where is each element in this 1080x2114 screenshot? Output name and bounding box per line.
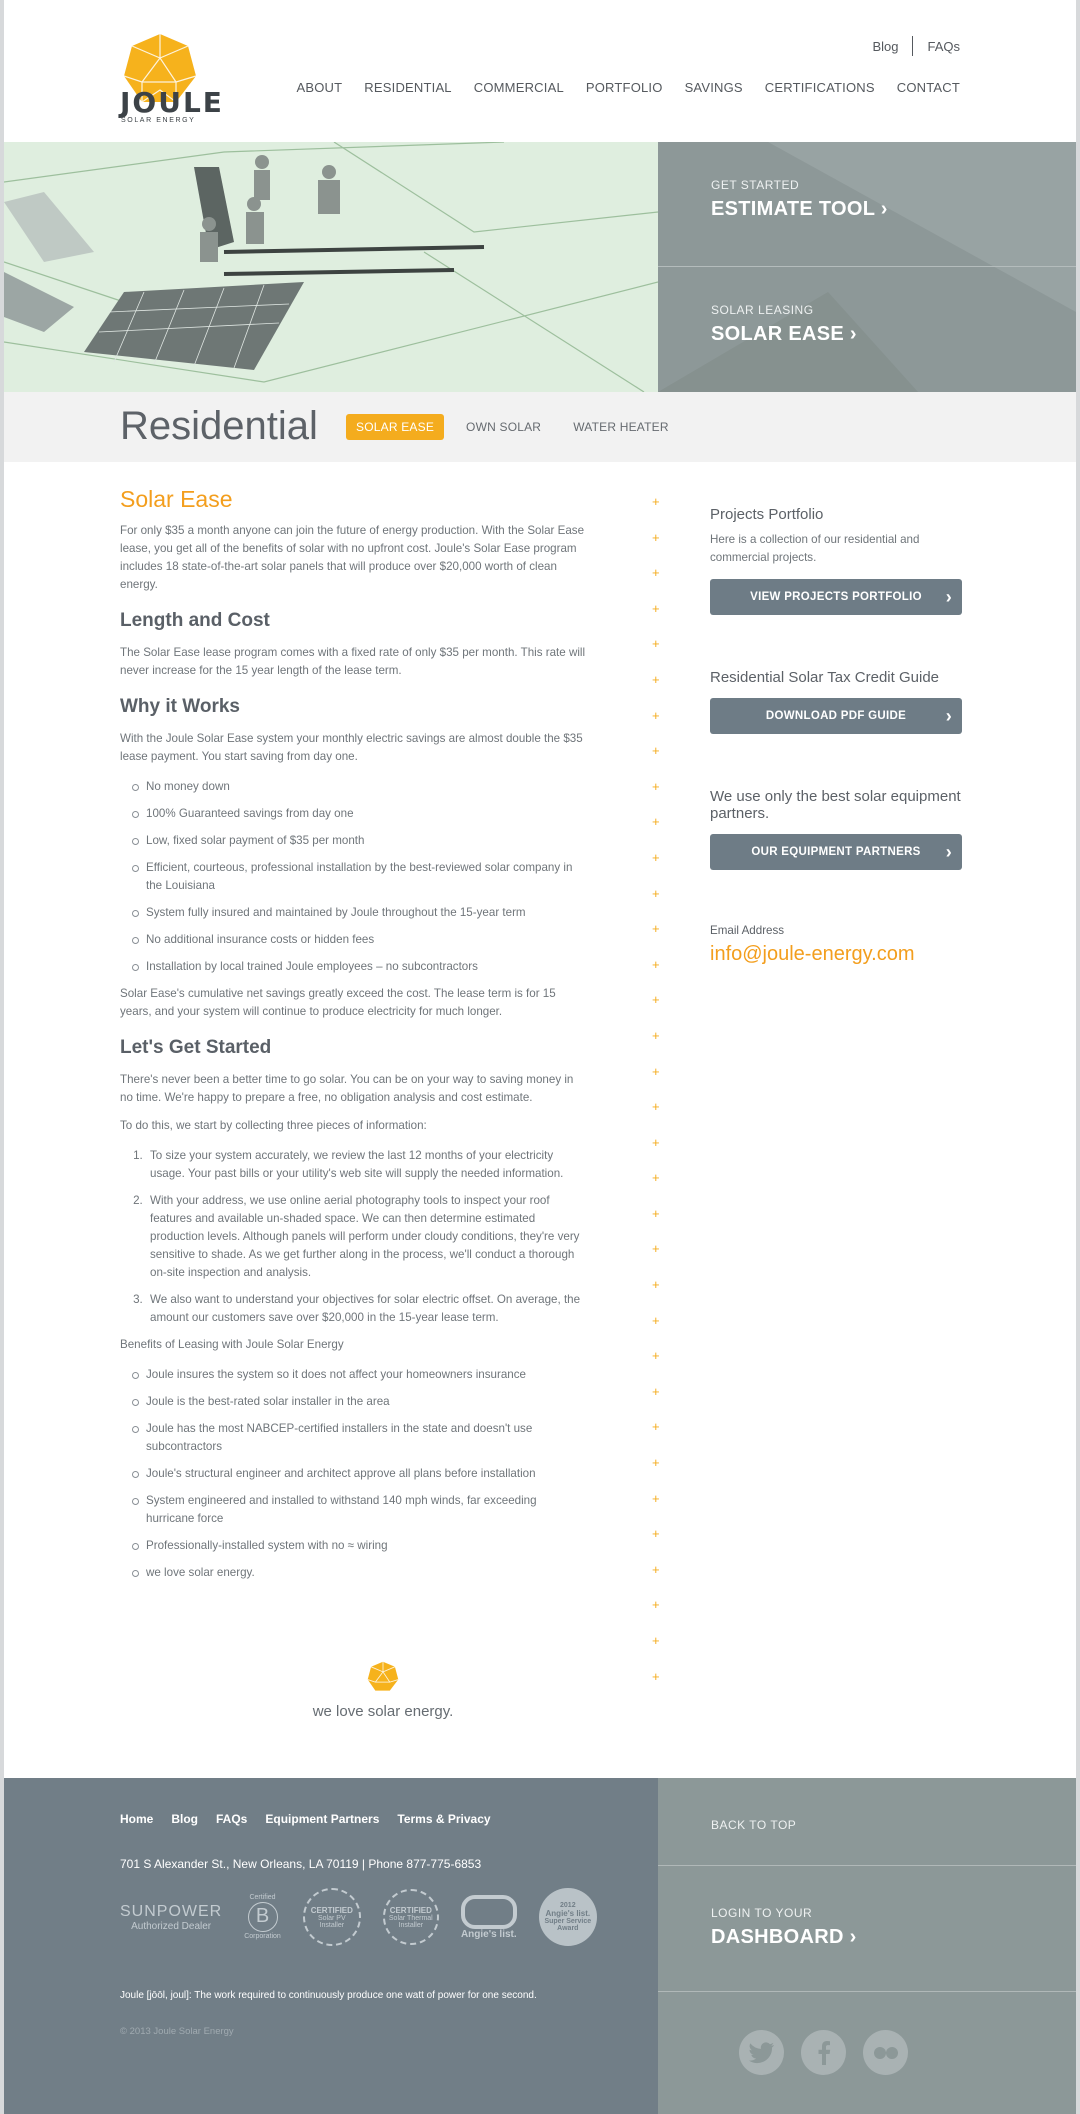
solar-ease-link[interactable]: SOLAR EASE › <box>711 323 857 345</box>
footer-link-faqs[interactable]: FAQs <box>216 1812 248 1826</box>
super-service-award-badge: 2012 Angie's list. Super Service Award <box>539 1888 597 1946</box>
email-label: Email Address <box>710 924 785 937</box>
solar-leasing-kicker: SOLAR LEASING <box>711 303 814 317</box>
list-item: Joule's structural engineer and architect approve all plans before installation <box>120 1465 588 1483</box>
chevron-right-icon: › <box>945 706 952 726</box>
nav-certifications[interactable]: CERTIFICATIONS <box>764 80 875 95</box>
chevron-right-icon: › <box>945 587 952 607</box>
portfolio-text: Here is a collection of our residential and commercial projects. <box>710 533 920 564</box>
partners-title: We use only the best solar equipment partners. <box>710 788 961 822</box>
why-list <box>120 778 588 976</box>
site-footer <box>4 1778 1076 2114</box>
nav-about[interactable]: ABOUT <box>296 80 343 95</box>
heading-length-cost: Length and Cost <box>120 610 270 631</box>
copyright: © 2013 Joule Solar Energy <box>120 2026 234 2037</box>
main-content <box>120 486 588 1591</box>
length-paragraph: The Solar Ease lease program comes with a fixed rate of only $35 per month. This rate will never increase for the 15 year length of the lease term. <box>120 646 586 677</box>
intro-paragraph: For only $35 a month anyone can join the future of energy production. With the Solar Ease lease, you get all of the benefits of solar with no upfront cost. Joule's Solar Ease program includes 18 state-of-the-art solar panels that will produce over $20,000 worth of clean energy. <box>120 524 585 591</box>
list-item: 2. With your address, we use online aerial photography tools to inspect your roof features and available un-shaded space. We can then determine estimated production levels. Although panels will perform under cloudy conditions, they're very sensitive to shade. As we get further along in the process, we'll conduct a thorough on-site inspection and analysis. <box>146 1192 588 1282</box>
heading-lets-get-started: Let's Get Started <box>120 1037 272 1058</box>
section-title-solar-ease: Solar Ease <box>120 486 233 512</box>
social-panel <box>658 1992 1076 2114</box>
heading-why-it-works: Why it Works <box>120 696 240 717</box>
util-link-faqs[interactable]: FAQs <box>927 38 960 54</box>
joule-logo-icon <box>365 1660 401 1694</box>
utility-nav <box>872 36 960 56</box>
content-footer-logo <box>276 1660 490 1720</box>
residential-subnav <box>346 414 679 440</box>
logo-wordmark[interactable]: JOULE <box>120 86 224 119</box>
util-link-blog[interactable]: Blog <box>872 38 899 54</box>
hero-image <box>4 142 658 392</box>
dashboard-login-panel <box>658 1866 1076 1992</box>
benefits-list <box>120 1366 588 1582</box>
list-item: 1. To size your system accurately, we review the last 12 months of your electricity usage. Your past bills or your utility's web site will supply the needed information. <box>146 1147 588 1183</box>
list-item: Joule insures the system so it does not affect your homeowners insurance <box>120 1366 588 1384</box>
list-item: 100% Guaranteed savings from day one <box>120 805 588 823</box>
solar-installers-illustration <box>4 142 658 392</box>
hero <box>4 142 1076 392</box>
nabcep-thermal-badge: CERTIFIED Solar Thermal Installer <box>383 1889 439 1945</box>
sunpower-badge: SUNPOWER Authorized Dealer <box>120 1902 223 1932</box>
list-item: Professionally-installed system with no ≈ wiring <box>120 1537 588 1555</box>
back-to-top-link[interactable]: BACK TO TOP <box>711 1818 797 1832</box>
page-header-band <box>4 392 1076 462</box>
view-portfolio-button[interactable]: VIEW PROJECTS PORTFOLIO › <box>710 579 962 615</box>
guide-title: Residential Solar Tax Credit Guide <box>710 669 940 686</box>
list-item: No additional insurance costs or hidden fees <box>120 931 588 949</box>
joule-definition: Joule [jōōl, joul]: The work required to continuously produce one watt of power for one second. <box>120 1990 537 2001</box>
facebook-icon[interactable] <box>801 2030 846 2075</box>
list-item: Joule has the most NABCEP-certified installers in the state and doesn't use subcontractors <box>120 1420 588 1456</box>
list-item: No money down <box>120 778 588 796</box>
logo-tagline: SOLAR ENERGY <box>121 117 196 124</box>
list-item: Installation by local trained Joule employees – no subcontractors <box>120 958 588 976</box>
download-guide-button[interactable]: DOWNLOAD PDF GUIDE › <box>710 698 962 734</box>
content-footer-tagline: we love solar energy. <box>312 1703 454 1720</box>
start-paragraph: There's never been a better time to go solar. You can be on your way to saving money in no time. We're happy to prepare a free, no obligation analysis and cost estimate. <box>120 1073 574 1104</box>
why-after-paragraph: Solar Ease's cumulative net savings greatly exceed the cost. The lease term is for 15 years, and your system will continue to produce electricity for much longer. <box>120 987 556 1018</box>
decorative-plus-column: + + + + + + + + + + + + + + + + + + + + + + + + + + + + + + + + + + <box>652 494 660 1684</box>
footer-link-terms-privacy[interactable]: Terms & Privacy <box>397 1812 491 1826</box>
tab-solar-ease[interactable]: SOLAR EASE <box>346 414 444 440</box>
login-kicker: LOGIN TO YOUR <box>711 1906 813 1920</box>
benefits-title: Benefits of Leasing with Joule Solar Energy <box>120 1338 344 1351</box>
footer-link-equipment-partners[interactable]: Equipment Partners <box>265 1812 380 1826</box>
list-item: Efficient, courteous, professional installation by the best-reviewed solar company in the Louisiana <box>120 859 588 895</box>
chevron-right-icon: › <box>849 1926 857 1948</box>
why-paragraph: With the Joule Solar Ease system your monthly electric savings are almost double the $35 lease payment. You start saving from day one. <box>120 732 583 763</box>
portfolio-title: Projects Portfolio <box>710 506 824 523</box>
nabcep-pv-badge: CERTIFIED Solar PV Installer <box>303 1888 361 1946</box>
tab-water-heater[interactable]: WATER HEATER <box>573 420 669 434</box>
list-item: we love solar energy. <box>120 1564 588 1582</box>
equipment-partners-button[interactable]: OUR EQUIPMENT PARTNERS › <box>710 834 962 870</box>
estimate-kicker: GET STARTED <box>711 178 800 192</box>
footer-actions <box>658 1778 1076 2114</box>
nav-commercial[interactable]: COMMERCIAL <box>473 80 564 95</box>
back-to-top-panel <box>658 1778 1076 1866</box>
list-item: Joule is the best-rated solar installer in the area <box>120 1393 588 1411</box>
start-steps-list <box>120 1147 588 1327</box>
list-item: System fully insured and maintained by Joule throughout the 15-year term <box>120 904 588 922</box>
main-nav <box>297 80 961 95</box>
util-divider <box>912 36 913 56</box>
site-header <box>4 0 1076 142</box>
sidebar <box>710 506 962 966</box>
footer-link-blog[interactable]: Blog <box>171 1812 199 1826</box>
list-item: Low, fixed solar payment of $35 per month <box>120 832 588 850</box>
chevron-right-icon: › <box>880 198 888 220</box>
nav-portfolio[interactable]: PORTFOLIO <box>585 80 663 95</box>
dashboard-link[interactable]: DASHBOARD › <box>711 1926 857 1948</box>
certification-badges <box>120 1888 597 1946</box>
chevron-right-icon: › <box>849 323 857 345</box>
footer-address: 701 S Alexander St., New Orleans, LA 70119 | Phone 877-775-6853 <box>120 1857 482 1871</box>
estimate-tool-link[interactable]: ESTIMATE TOOL › <box>711 198 888 220</box>
solar-ease-panel[interactable] <box>658 267 1076 392</box>
tab-own-solar[interactable]: OWN SOLAR <box>466 420 542 434</box>
page-title: Residential <box>120 404 318 448</box>
nav-savings[interactable]: SAVINGS <box>684 80 743 95</box>
twitter-icon[interactable] <box>739 2030 784 2075</box>
bcorp-badge: Certified B Corporation <box>244 1894 281 1940</box>
flickr-icon[interactable] <box>863 2030 908 2075</box>
angies-list-badge: Angie's list. <box>461 1895 517 1940</box>
chevron-right-icon: › <box>945 842 952 862</box>
estimate-tool-panel[interactable] <box>658 142 1076 267</box>
footer-link-home[interactable]: Home <box>120 1812 154 1826</box>
email-link[interactable]: info@joule-energy.com <box>710 943 915 965</box>
social-links <box>739 2030 1076 2075</box>
footer-nav <box>120 1812 491 1826</box>
nav-residential[interactable]: RESIDENTIAL <box>364 80 452 95</box>
list-item: System engineered and installed to withstand 140 mph winds, far exceeding hurricane force <box>120 1492 588 1528</box>
list-item: 3. We also want to understand your objectives for solar electric offset. On average, the amount our customers save over $20,000 in the 15-year lease term. <box>146 1291 588 1327</box>
hero-cta-panels <box>658 142 1076 392</box>
nav-contact[interactable]: CONTACT <box>896 80 960 95</box>
start-paragraph-2: To do this, we start by collecting three pieces of information: <box>120 1119 427 1132</box>
